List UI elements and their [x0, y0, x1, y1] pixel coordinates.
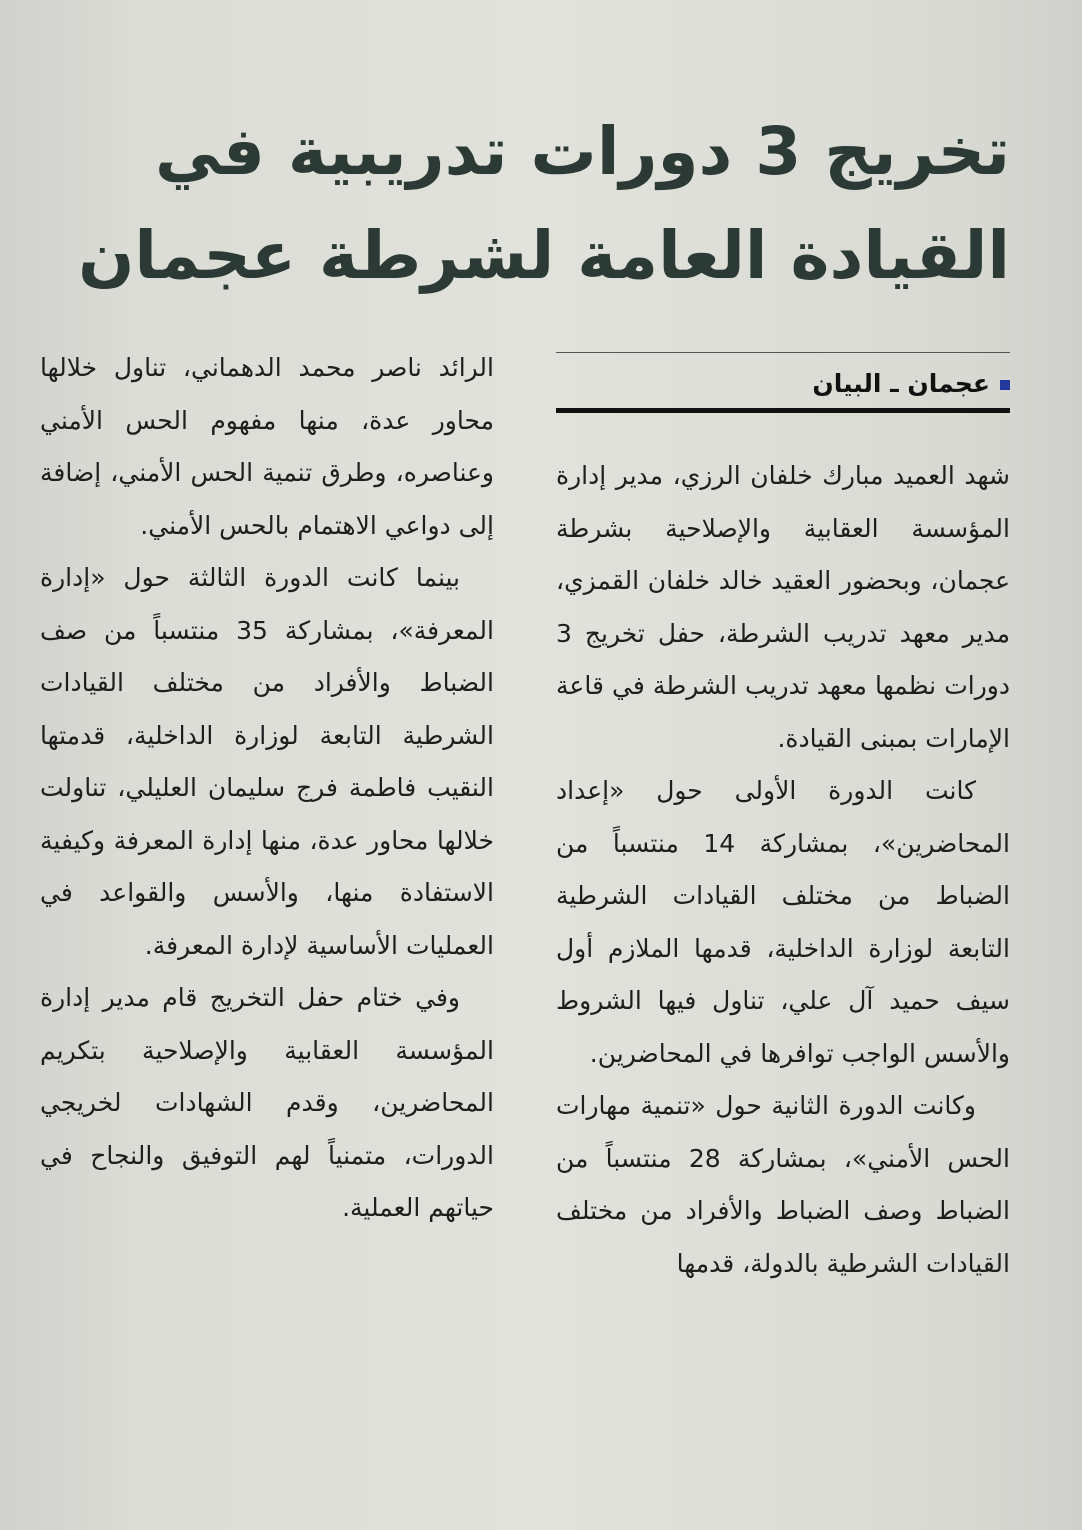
paragraph: بينما كانت الدورة الثالثة حول «إدارة المعرفة»، بمشاركة 35 منتسباً من صف الضباط والأفراد من مختلف القيادات الشرطية التابعة لوزارة الداخلية، قدمتها النقيب فاطمة فرج سليمان العليلي، تناولت خلالها محاور عدة، منها إدارة المعرفة وكيفية الاستفادة منها، والأسس والقواعد في العمليات الأساسية لإدارة المعرفة. — [40, 563, 494, 960]
article-column-left — [40, 342, 494, 1235]
byline-text: عجمان ـ البيان — [812, 369, 990, 398]
paragraph: وكانت الدورة الثانية حول «تنمية مهارات الحس الأمني»، بمشاركة 28 منتسباً من الضباط وصف الضباط والأفراد من مختلف القيادات الشرطية بالدولة، قدمها — [556, 1091, 1010, 1278]
top-divider — [556, 352, 1010, 353]
article-column-right — [556, 450, 1010, 1290]
byline-divider — [556, 408, 1010, 413]
headline-line-1: تخريج 3 دورات تدريبية في — [154, 113, 1010, 190]
byline-square-icon — [1000, 380, 1010, 390]
article-headline — [78, 100, 1010, 308]
article-byline — [556, 364, 1010, 404]
headline-line-2: القيادة العامة لشرطة عجمان — [78, 217, 1010, 294]
paragraph: شهد العميد مبارك خلفان الرزي، مدير إدارة المؤسسة العقابية والإصلاحية بشرطة عجمان، وبحضور العقيد خالد خلفان القمزي، مدير معهد تدريب الشرطة، حفل تخريج 3 دورات نظمها معهد تدريب الشرطة في قاعة الإمارات بمبنى القيادة. — [556, 461, 1010, 753]
paragraph: وفي ختام حفل التخريج قام مدير إدارة المؤسسة العقابية والإصلاحية بتكريم المحاضرين، وقدم الشهادات لخريجي الدورات، متمنياً لهم التوفيق والنجاح في حياتهم العملية. — [40, 983, 494, 1222]
paragraph: الرائد ناصر محمد الدهماني، تناول خلالها محاور عدة، منها مفهوم الحس الأمني وعناصره، وطرق تنمية الحس الأمني، إضافة إلى دواعي الاهتمام بالحس الأمني. — [40, 353, 494, 540]
paragraph: كانت الدورة الأولى حول «إعداد المحاضرين»، بمشاركة 14 منتسباً من الضباط من مختلف القيادات الشرطية التابعة لوزارة الداخلية، قدمها الملازم أول سيف حميد آل علي، تناول فيها الشروط والأسس الواجب توافرها في المحاضرين. — [556, 776, 1010, 1068]
